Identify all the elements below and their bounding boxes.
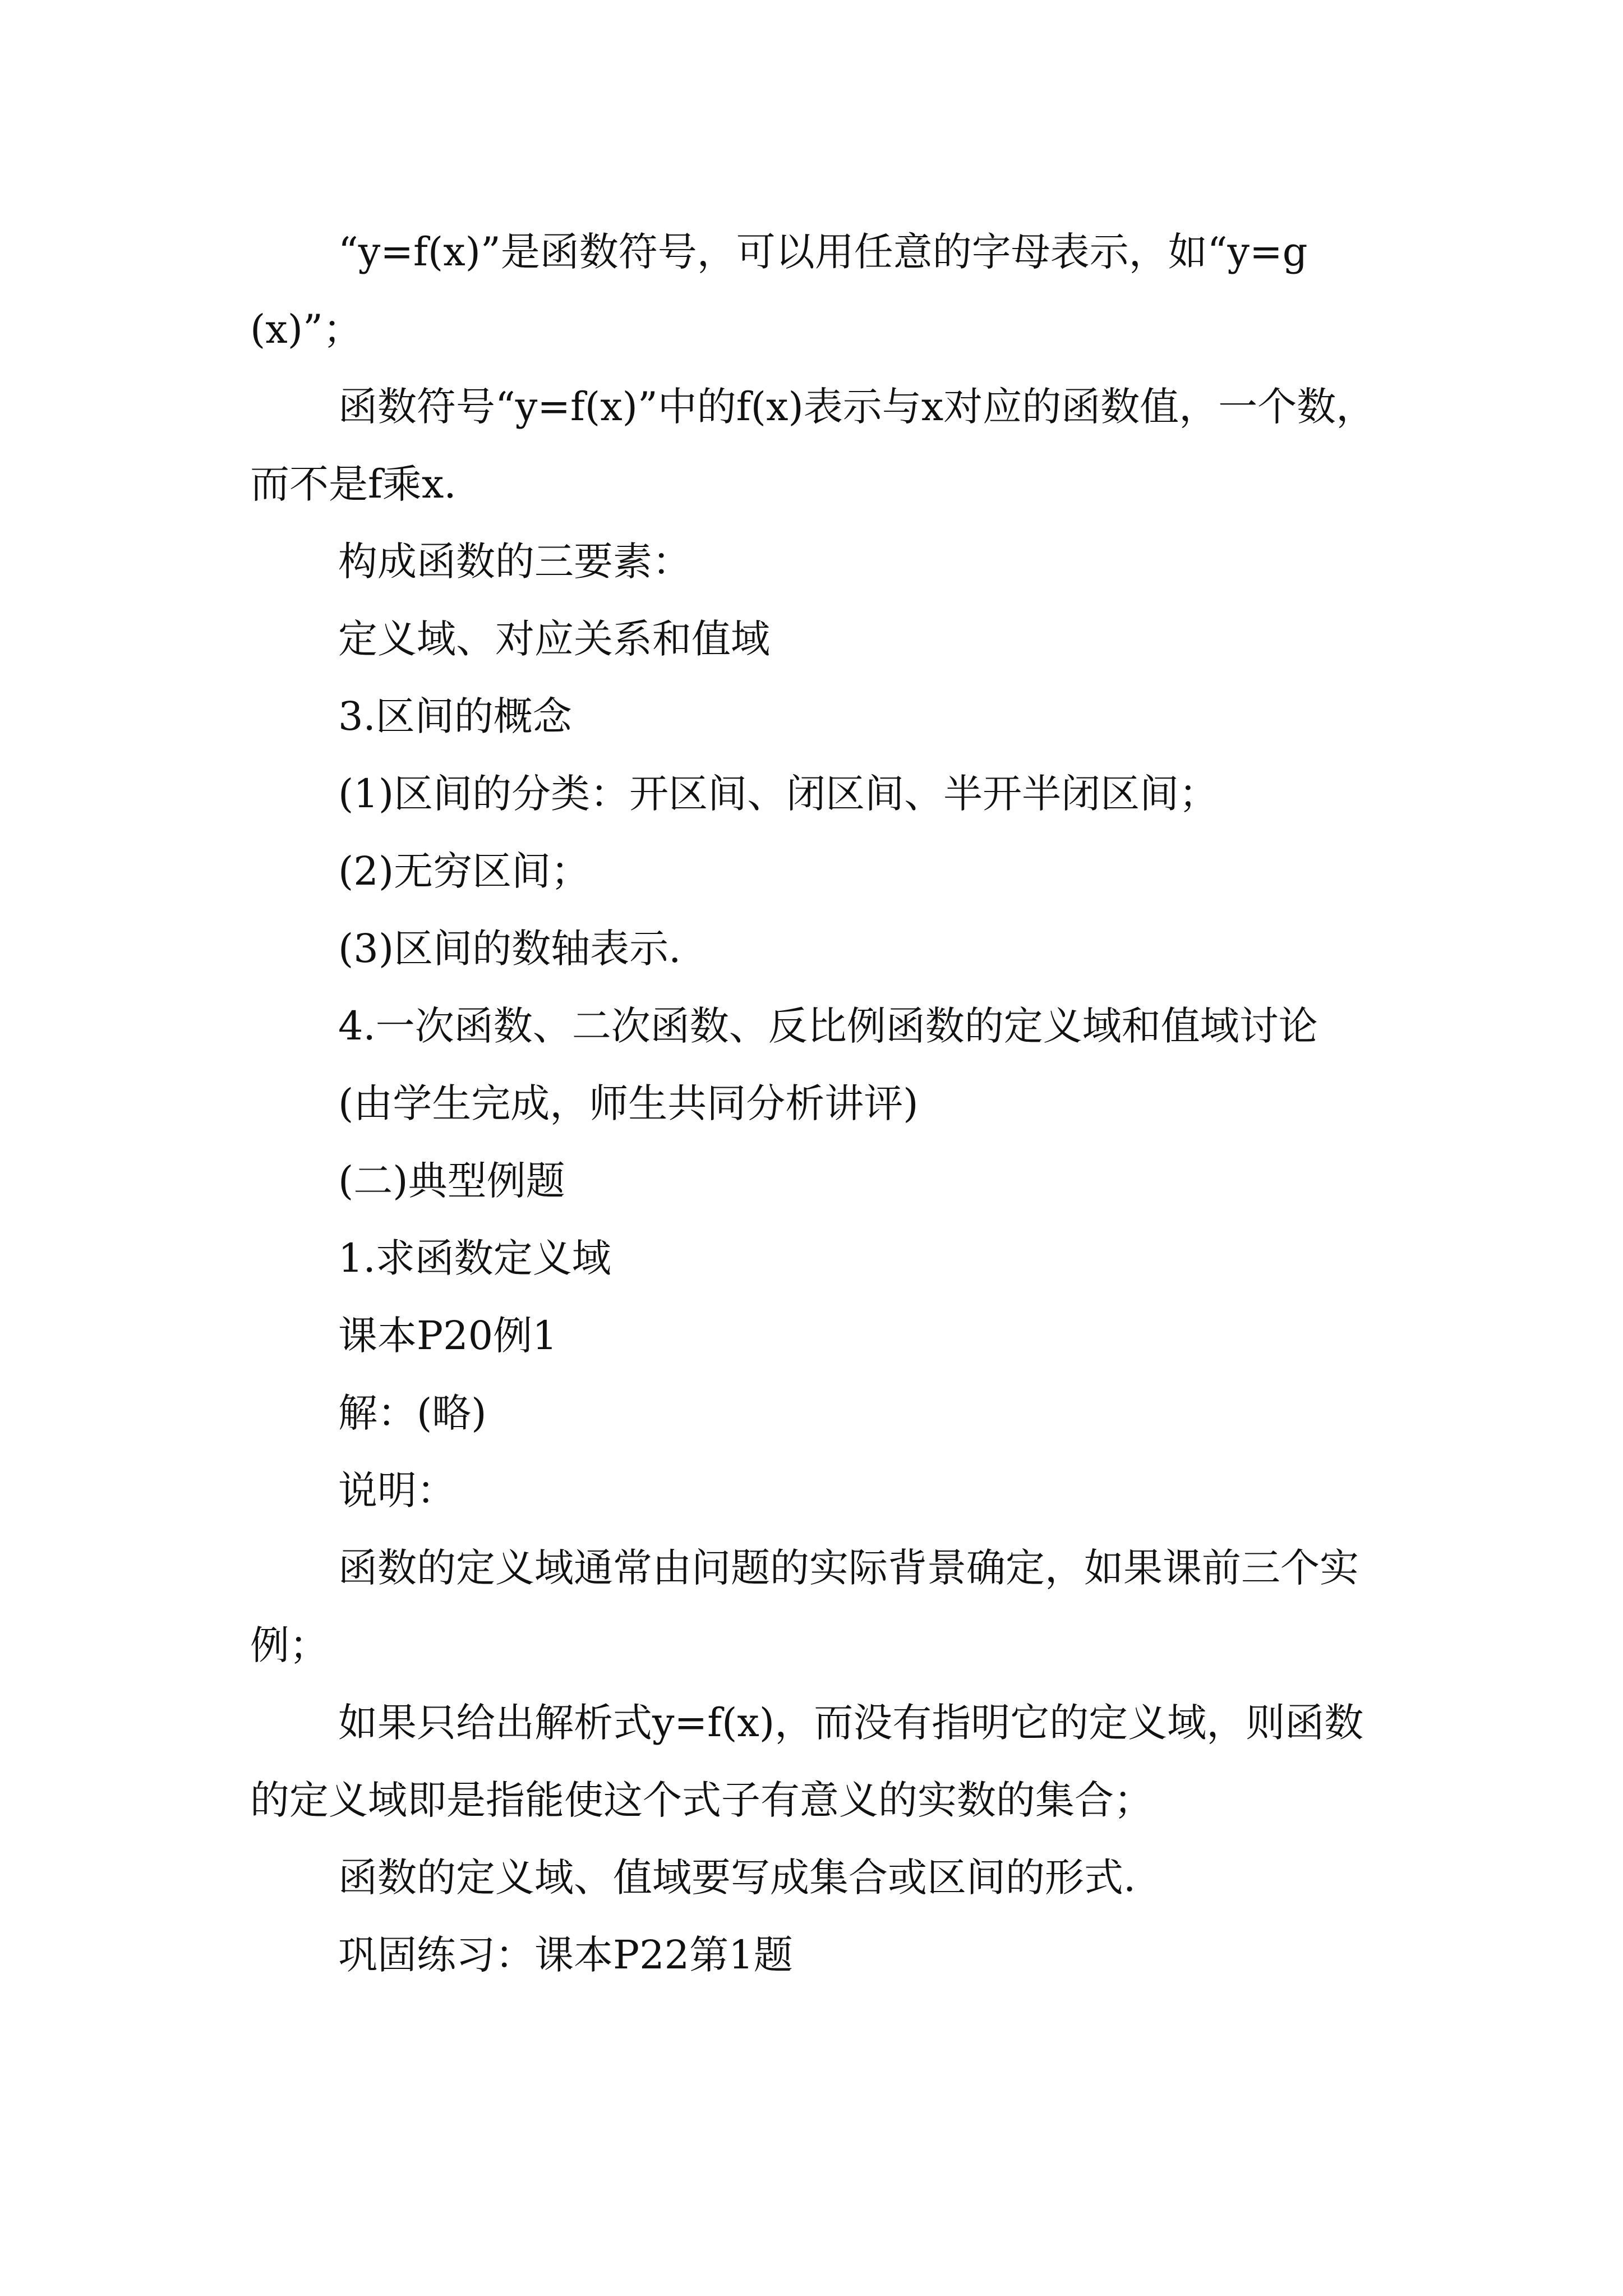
list-item-interval-types: (1)区间的分类：开区间、闭区间、半开半闭区间；: [338, 771, 1219, 817]
paragraph-textbook-example: 课本P20例1: [338, 1313, 557, 1359]
paragraph-function-notation: “y=f(x)”是函数符号，可以用任意的字母表示，如“y=g(x)”；: [250, 229, 1308, 352]
paragraph-three-elements-heading: 构成函数的三要素：: [338, 539, 691, 585]
paragraph-domain-background: 函数的定义域通常由问题的实际背景确定，如果课前三个实例；: [250, 1545, 1359, 1668]
section-typical-examples: (二)典型例题: [338, 1158, 565, 1204]
list-item-infinite-interval: (2)无穷区间；: [338, 848, 591, 894]
paragraph-domain-form: 函数的定义域、值域要写成集合或区间的形式.: [338, 1855, 1136, 1901]
paragraph-implicit-domain: 如果只给出解析式y=f(x)，而没有指明它的定义域，则函数的定义域即是指能使这个式子有意义的实数的集合；: [250, 1700, 1364, 1823]
list-item-number-line: (3)区间的数轴表示.: [338, 926, 681, 972]
subsection-find-domain: 1.求函数定义域: [338, 1235, 611, 1281]
paragraph-explanation-heading: 说明：: [338, 1467, 456, 1513]
paragraph-student-note: (由学生完成，师生共同分析讲评): [338, 1080, 919, 1126]
paragraph-solution: 解：(略): [338, 1390, 487, 1436]
paragraph-function-value: 函数符号“y=f(x)”中的f(x)表示与x对应的函数值，一个数，而不是f乘x.: [250, 384, 1376, 507]
paragraph-three-elements: 定义域、对应关系和值域: [338, 616, 770, 662]
section-interval-concept: 3.区间的概念: [338, 693, 572, 739]
document-body: [250, 213, 1389, 1994]
section-function-domains: 4.一次函数、二次函数、反比例函数的定义域和值域讨论: [338, 1003, 1318, 1049]
paragraph-practice: 巩固练习：课本P22第1题: [338, 1932, 793, 1978]
